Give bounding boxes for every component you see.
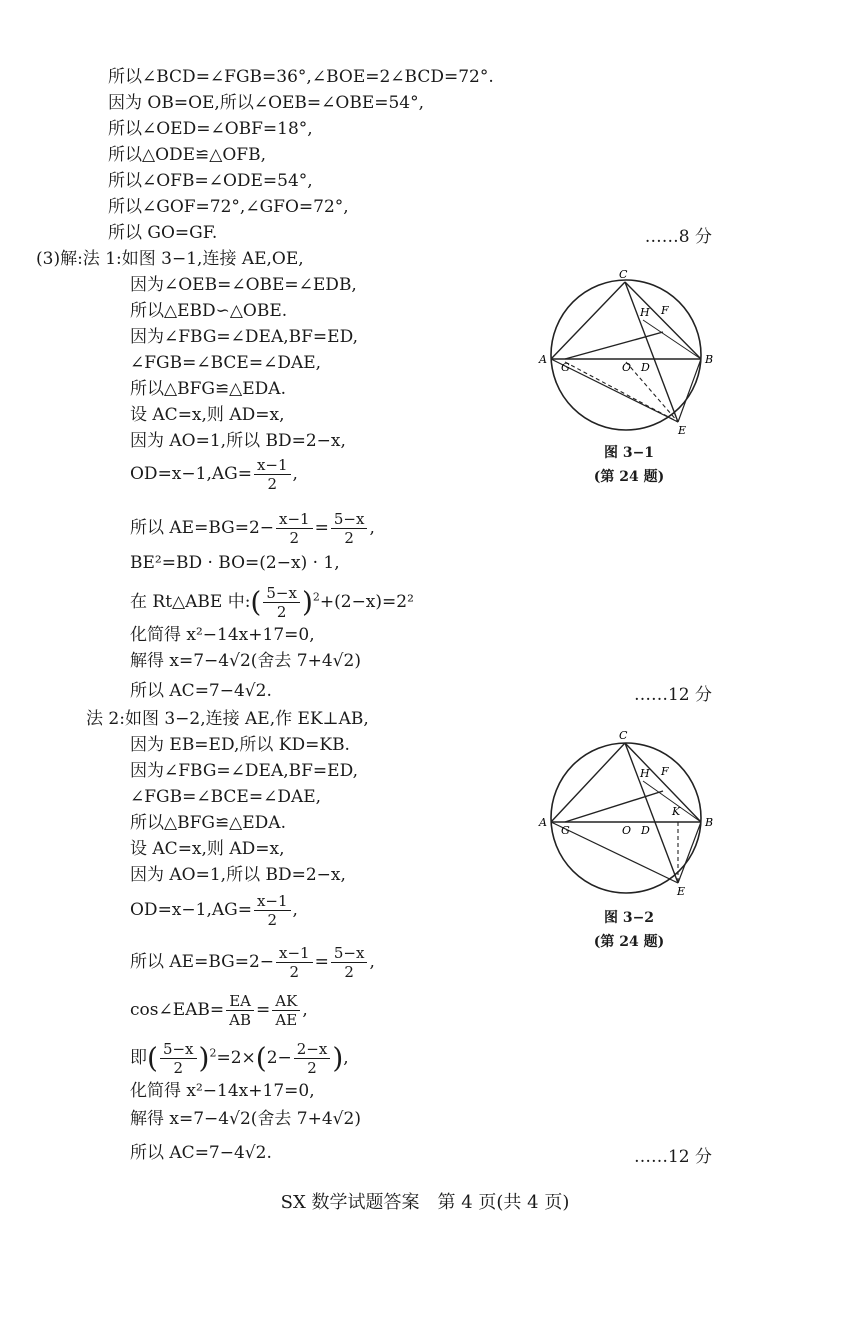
label-d: D <box>641 824 650 837</box>
numerator: x−1 <box>276 510 313 529</box>
denominator: 2 <box>276 603 287 621</box>
denominator: AE <box>275 1011 298 1029</box>
text-line: 所以 AC=7−4√2. <box>130 1143 272 1163</box>
numerator: EA <box>226 992 254 1011</box>
fraction <box>160 1040 197 1077</box>
text-line: 因为 EB=ED,所以 KD=KB. <box>130 735 350 755</box>
eq-text: = <box>256 1000 271 1020</box>
paren-right: ) <box>301 585 313 619</box>
text-line: 化简得 x²−14x+17=0, <box>130 1081 315 1101</box>
exponent: 2 <box>209 1046 217 1060</box>
fraction <box>254 892 291 929</box>
denominator: 2 <box>307 1059 317 1077</box>
equation-line <box>130 1040 349 1077</box>
text-line: ∠FGB=∠BCE=∠DAE, <box>130 787 322 807</box>
eq-text: 所以 AE=BG=2− <box>130 518 275 538</box>
text-line: 解得 x=7−4√2(舍去 7+4√2) <box>130 1109 361 1129</box>
score-mark: ……12 分 <box>633 685 712 705</box>
paren-right: ) <box>198 1041 210 1075</box>
equation-line <box>130 584 414 621</box>
fraction <box>226 992 254 1029</box>
text-line: 设 AC=x,则 AD=x, <box>130 405 285 425</box>
numerator: 5−x <box>160 1040 197 1059</box>
figure-3-1 <box>535 262 725 485</box>
figure-subcaption: (第 24 题) <box>593 934 665 950</box>
label-a: A <box>539 353 547 366</box>
text-line: 所以∠OED=∠OBF=18°, <box>108 119 313 139</box>
score-mark: ……8 分 <box>644 227 712 247</box>
denominator: 2 <box>344 529 354 547</box>
text-line: 因为 AO=1,所以 BD=2−x, <box>130 865 346 885</box>
denominator: AB <box>229 1011 252 1029</box>
eq-text: = <box>314 952 329 972</box>
numerator: 5−x <box>263 584 300 603</box>
label-h: H <box>640 767 650 780</box>
paren-left: ( <box>255 1041 267 1075</box>
eq-text: OD=x−1,AG= <box>130 900 252 920</box>
label-f: F <box>661 765 669 778</box>
label-c: C <box>619 268 628 281</box>
label-o: O <box>622 361 632 374</box>
denominator: 2 <box>267 475 278 493</box>
text-line: 因为 OB=OE,所以∠OEB=∠OBE=54°, <box>108 93 425 113</box>
paren-right: ) <box>332 1041 344 1075</box>
eq-text: , <box>369 952 375 972</box>
label-b: B <box>705 353 714 366</box>
equation-line <box>130 456 298 493</box>
text-line: 因为∠OEB=∠OBE=∠EDB, <box>130 275 357 295</box>
numerator: 5−x <box>331 944 368 963</box>
text-line: ∠FGB=∠BCE=∠DAE, <box>130 353 322 373</box>
eq-text: =2× <box>216 1048 256 1068</box>
text-line: 所以∠BCD=∠FGB=36°,∠BOE=2∠BCD=72°. <box>108 67 494 87</box>
numerator: AK <box>272 992 300 1011</box>
text-line: 所以 AC=7−4√2. <box>130 681 272 701</box>
fraction <box>276 510 313 547</box>
eq-text: 2− <box>266 1048 292 1068</box>
eq-text: 即 <box>130 1048 147 1068</box>
eq-text: 所以 AE=BG=2− <box>130 952 275 972</box>
fraction <box>331 944 368 981</box>
text-line: 因为∠FBG=∠DEA,BF=ED, <box>130 761 359 781</box>
text-line: 所以∠GOF=72°,∠GFO=72°, <box>108 197 349 217</box>
eq-text: = <box>314 518 329 538</box>
text-line: 化简得 x²−14x+17=0, <box>130 625 315 645</box>
eq-text: , <box>369 518 375 538</box>
eq-text: , <box>292 464 298 484</box>
equation-line <box>130 992 308 1029</box>
label-g: G <box>561 361 570 374</box>
label-k: K <box>672 805 681 818</box>
figure-caption: 图 3−1 <box>603 445 655 461</box>
circle-diagram-1 <box>535 262 725 442</box>
numerator: x−1 <box>276 944 313 963</box>
method-heading: 法 2:如图 3−2,连接 AE,作 EK⊥AB, <box>86 709 369 729</box>
eq-text: +(2−x)=2² <box>319 592 414 612</box>
fraction <box>331 510 368 547</box>
page-footer: SX 数学试题答案 第 4 页(共 4 页) <box>280 1192 570 1213</box>
fraction <box>254 456 291 493</box>
text-line: 所以△EBD∽△OBE. <box>130 301 288 321</box>
eq-text: , <box>292 900 298 920</box>
method-heading: (3)解:法 1:如图 3−1,连接 AE,OE, <box>36 249 304 269</box>
exponent: 2 <box>312 590 320 604</box>
label-c: C <box>619 729 628 742</box>
label-e: E <box>677 885 686 898</box>
fraction <box>263 584 300 621</box>
equation-line <box>130 944 375 981</box>
text-line: 设 AC=x,则 AD=x, <box>130 839 285 859</box>
text-line: BE²=BD · BO=(2−x) · 1, <box>130 553 340 573</box>
eq-text: , <box>343 1048 349 1068</box>
denominator: 2 <box>289 529 300 547</box>
paren-left: ( <box>147 1041 158 1075</box>
figure-3-2 <box>535 725 725 950</box>
eq-text: OD=x−1,AG= <box>130 464 252 484</box>
label-e: E <box>678 424 687 437</box>
label-h: H <box>640 306 650 319</box>
text-line: 因为∠FBG=∠DEA,BF=ED, <box>130 327 359 347</box>
equation-line <box>130 892 298 929</box>
denominator: 2 <box>289 963 300 981</box>
eq-text: 在 Rt△ABE 中: <box>130 592 251 612</box>
numerator: 5−x <box>331 510 368 529</box>
figure-caption: 图 3−2 <box>603 910 655 926</box>
denominator: 2 <box>267 911 278 929</box>
numerator: 2−x <box>294 1040 331 1059</box>
text-line: 所以 GO=GF. <box>108 223 218 243</box>
text-line: 所以△BFG≌△EDA. <box>130 813 286 833</box>
label-o: O <box>622 824 632 837</box>
text-line: 解得 x=7−4√2(舍去 7+4√2) <box>130 651 361 671</box>
text-line: 因为 AO=1,所以 BD=2−x, <box>130 431 346 451</box>
circle-diagram-2 <box>535 725 725 905</box>
numerator: x−1 <box>254 892 291 911</box>
eq-text: cos∠EAB= <box>130 1000 225 1020</box>
label-g: G <box>561 824 570 837</box>
denominator: 2 <box>173 1059 183 1077</box>
fraction <box>294 1040 331 1077</box>
paren-left: ( <box>250 585 262 619</box>
label-b: B <box>705 816 714 829</box>
text-line: 所以△ODE≌△OFB, <box>108 145 266 165</box>
text-line: 所以∠OFB=∠ODE=54°, <box>108 171 313 191</box>
score-mark: ……12 分 <box>633 1147 712 1167</box>
label-f: F <box>661 304 669 317</box>
label-d: D <box>641 361 650 374</box>
eq-text: , <box>302 1000 308 1020</box>
text-line: 所以△BFG≌△EDA. <box>130 379 286 399</box>
figure-subcaption: (第 24 题) <box>593 469 665 485</box>
denominator: 2 <box>344 963 354 981</box>
fraction <box>272 992 300 1029</box>
numerator: x−1 <box>254 456 291 475</box>
label-a: A <box>539 816 547 829</box>
fraction <box>276 944 313 981</box>
equation-line <box>130 510 375 547</box>
